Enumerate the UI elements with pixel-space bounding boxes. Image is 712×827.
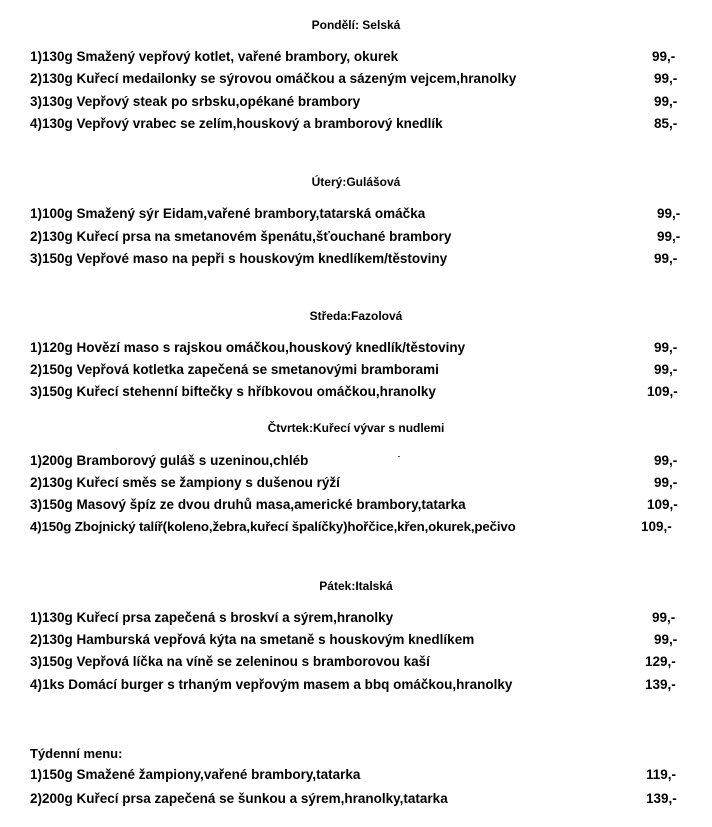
menu-item-price: 99,- xyxy=(652,610,676,625)
day-title-monday: Pondělí: Selská xyxy=(311,18,401,32)
menu-item-price: 99,- xyxy=(652,49,676,64)
menu-item-price: 99,- xyxy=(654,453,678,468)
menu-item-name: 1)120g Hovězí maso s rajskou omáčkou,houskový knedlík/těstoviny xyxy=(30,340,466,355)
menu-item-name: 4)150g Zbojnický talíř(koleno,žebra,kuřecí špalíčky)hořčice,křen,okurek,pečivo xyxy=(30,519,516,534)
menu-item xyxy=(30,765,690,785)
menu-item xyxy=(30,789,690,809)
menu-item-price: 109,- xyxy=(641,519,672,534)
menu-item xyxy=(30,608,690,628)
day-title-friday: Pátek:Italská xyxy=(319,579,393,593)
menu-item-name: 2)200g Kuřecí prsa zapečená se šunkou a sýrem,hranolky,tatarka xyxy=(30,791,448,806)
menu-item-name: 2)130g Kuřecí směs se žampiony s dušenou rýží xyxy=(30,475,340,490)
menu-item-price: 99,- xyxy=(654,340,678,355)
menu-item-name: 4)1ks Domácí burger s trhaným vepřovým masem a bbq omáčkou,hranolky xyxy=(30,677,513,692)
menu-item xyxy=(30,227,690,247)
menu-item xyxy=(30,360,690,380)
menu-item-price: 129,- xyxy=(645,654,676,669)
menu-item-name: 2)130g Hamburská vepřová kýta na smetaně s houskovým knedlíkem xyxy=(30,632,475,647)
menu-item-price: 99,- xyxy=(654,94,678,109)
menu-item-price: 109,- xyxy=(647,497,678,512)
menu-item-name: 2)150g Vepřová kotletka zapečená se smetanovými bramborami xyxy=(30,362,439,377)
menu-item-price: 99,- xyxy=(654,251,678,266)
menu-item xyxy=(30,382,690,402)
menu-item-name: 1)150g Smažené žampiony,vařené brambory,tatarka xyxy=(30,767,361,782)
menu-item-name: 4)130g Vepřový vrabec se zelím,houskový a bramborový knedlík xyxy=(30,116,443,131)
menu-item xyxy=(30,114,690,134)
menu-item xyxy=(30,630,690,650)
menu-item xyxy=(30,517,690,537)
scan-speck xyxy=(398,456,400,457)
menu-item-price: 99,- xyxy=(654,632,678,647)
menu-item-price: 85,- xyxy=(654,116,678,131)
menu-item xyxy=(30,47,690,67)
menu-item-price: 99,- xyxy=(657,206,681,221)
day-title-thursday: Čtvrtek:Kuřecí vývar s nudlemi xyxy=(267,421,445,435)
day-title-wednesday: Středa:Fazolová xyxy=(309,309,403,323)
menu-item-name: 1)130g Kuřecí prsa zapečená s broskví a sýrem,hranolky xyxy=(30,610,394,625)
menu-item-name: 3)150g Masový špíz ze dvou druhů masa,americké brambory,tatarka xyxy=(30,497,466,512)
menu-item xyxy=(30,338,690,358)
menu-item-name: 2)130g Kuřecí prsa na smetanovém špenátu,šťouchané brambory xyxy=(30,229,452,244)
menu-item-name: 1)100g Smažený sýr Eidam,vařené brambory,tatarská omáčka xyxy=(30,206,426,221)
menu-item-name: 1)130g Smažený vepřový kotlet, vařené brambory, okurek xyxy=(30,49,399,64)
menu-item-price: 109,- xyxy=(647,384,678,399)
menu-item-price: 99,- xyxy=(654,475,678,490)
menu-item xyxy=(30,495,690,515)
menu-item xyxy=(30,249,690,269)
menu-item xyxy=(30,92,690,112)
menu-item-price: 139,- xyxy=(646,791,677,806)
menu-item-price: 99,- xyxy=(654,71,678,86)
menu-item-name: 3)130g Vepřový steak po srbsku,opékané brambory xyxy=(30,94,361,109)
menu-item-price: 119,- xyxy=(646,767,677,782)
menu-item-name: 3)150g Vepřové maso na pepři s houskovým knedlíkem/těstoviny xyxy=(30,251,448,266)
menu-item xyxy=(30,69,690,89)
menu-item xyxy=(30,451,690,471)
menu-item xyxy=(30,204,690,224)
menu-item-price: 139,- xyxy=(645,677,676,692)
menu-item xyxy=(30,675,690,695)
menu-item-name: 3)150g Vepřová líčka na víně se zeleninou s bramborovou kaší xyxy=(30,654,430,669)
menu-item-name: 1)200g Bramborový guláš s uzeninou,chléb xyxy=(30,453,309,468)
menu-item-price: 99,- xyxy=(657,229,681,244)
menu-item xyxy=(30,652,690,672)
weekly-menu-title: Týdenní menu: xyxy=(30,746,123,761)
menu-item xyxy=(30,473,690,493)
menu-item-price: 99,- xyxy=(654,362,678,377)
day-title-tuesday: Úterý:Gulášová xyxy=(311,175,401,189)
menu-item-name: 3)150g Kuřecí stehenní biftečky s hříbkovou omáčkou,hranolky xyxy=(30,384,436,399)
menu-item-name: 2)130g Kuřecí medailonky se sýrovou omáčkou a sázeným vejcem,hranolky xyxy=(30,71,517,86)
